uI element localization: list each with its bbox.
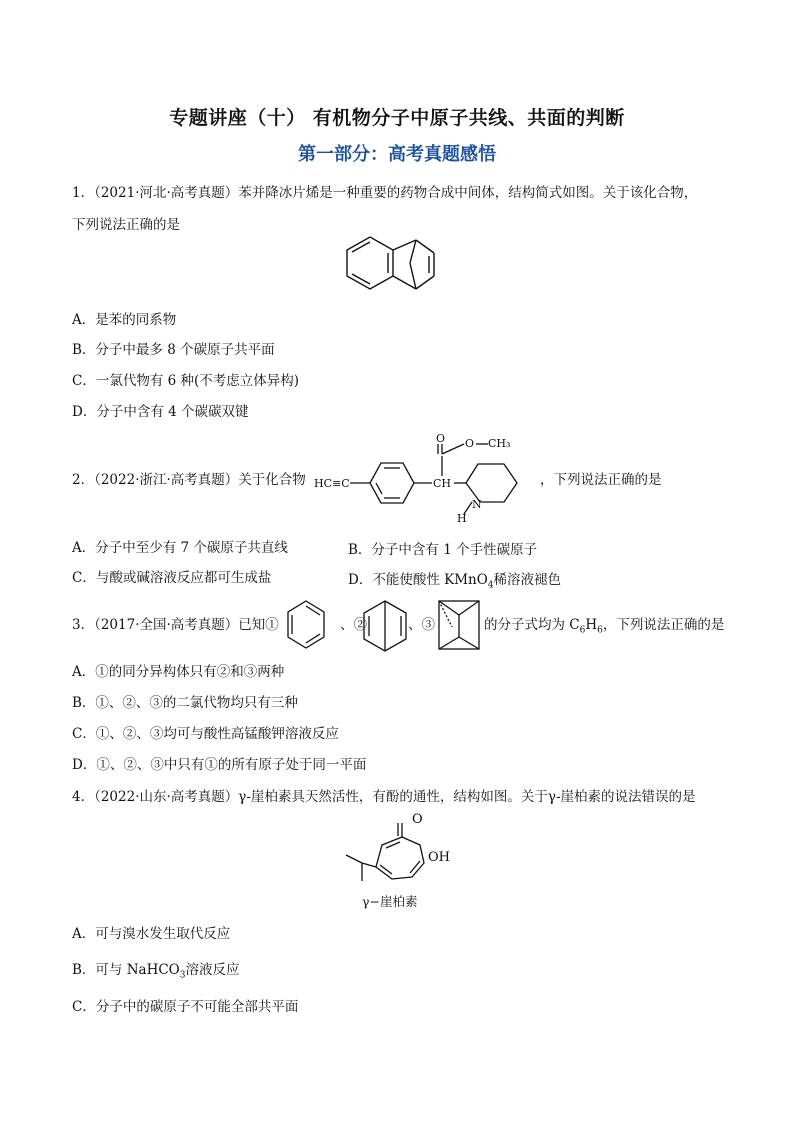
q4-oh-label: OH <box>428 850 450 865</box>
q4-option-c: C．分子中的碳原子不可能全部共平面 <box>72 999 299 1015</box>
section-subtitle: 第一部分：高考真题感悟 <box>298 144 496 165</box>
q2-h-label: H <box>457 512 467 525</box>
q2-ch-label: CH <box>433 477 452 490</box>
q3-structure-dewar-benzene <box>360 597 410 657</box>
q3-structure-benzene <box>284 597 328 655</box>
q2-structure <box>314 430 540 526</box>
q1-option-a: A．是苯的同系物 <box>72 312 177 328</box>
q2-carbonyl-o-label: O <box>436 432 446 445</box>
q4-stem: 4．（2022·山东·高考真题）γ-崖柏素具天然活性，有酚的通性，结构如图。关于γ-崖柏素的说法错误的是 <box>72 789 696 805</box>
q2-option-a: A．分子中至少有 7 个碳原子共直线 <box>72 540 288 556</box>
q2-option-d: D．不能使酸性 KMnO$_4$稀溶液褪色 <box>348 572 562 591</box>
q2-stem-before: 2．（2022·浙江·高考真题）关于化合物 <box>72 472 306 488</box>
q4-option-b: B．可与 NaHCO$_3$溶液反应 <box>72 962 240 981</box>
q2-n-label: N <box>472 498 482 511</box>
q1-option-d: D．分子中含有 4 个碳碳双键 <box>72 404 249 420</box>
q4-structure-caption: γ−崖柏素 <box>362 894 418 909</box>
q1-option-c: C．一氯代物有 6 种(不考虑立体异构) <box>72 373 300 389</box>
q4-structure-thujaplicin <box>336 812 466 901</box>
q3-sep-3: 、③ <box>408 617 435 633</box>
q3-structure-prismane <box>434 597 484 657</box>
q3-option-c: C．①、②、③均可与酸性高锰酸钾溶液反应 <box>72 726 339 742</box>
q1-stem-line1: 1．（2021·河北·高考真题）苯并降冰片烯是一种重要的药物合成中间体，结构简式如图。关于该化合物， <box>72 185 698 201</box>
q3-stem-rest: 的分子式均为 $C_6H_6$，下列说法正确的是 <box>484 617 725 636</box>
q2-methyl-label: CH₃ <box>488 437 511 450</box>
q2-ester-o-label: O <box>465 437 475 450</box>
page-title: 专题讲座（十） 有机物分子中原子共线、共面的判断 <box>169 107 625 129</box>
q2-option-b: B．分子中含有 1 个手性碳原子 <box>348 542 538 558</box>
q2-alkyne-label: HC≡C <box>314 477 350 490</box>
q4-option-a: A．可与溴水发生取代反应 <box>72 926 231 942</box>
q3-sep-2: 、② <box>340 617 367 633</box>
q1-option-b: B．分子中最多 8 个碳原子共平面 <box>72 342 275 358</box>
q4-carbonyl-o-label: O <box>412 812 423 827</box>
q2-option-c: C．与酸或碱溶液反应都可生成盐 <box>72 570 272 586</box>
q1-stem-line2: 下列说法正确的是 <box>72 217 180 233</box>
q3-stem-prefix: 3．（2017·全国·高考真题）已知① <box>72 617 279 633</box>
q1-structure-benzonorbornene <box>340 236 460 308</box>
q3-option-a: A．①的同分异构体只有②和③两种 <box>72 664 285 680</box>
q3-option-b: B．①、②、③的二氯代物均只有三种 <box>72 695 298 711</box>
q3-option-d: D．①、②、③中只有①的所有原子处于同一平面 <box>72 757 367 773</box>
q2-stem-after: ，下列说法正确的是 <box>540 472 662 488</box>
